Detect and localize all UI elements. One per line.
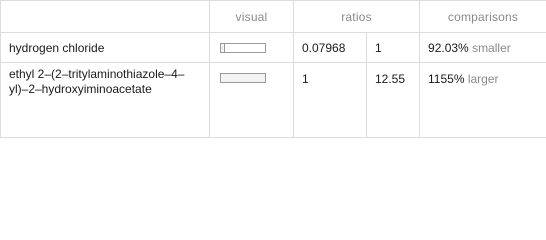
comparison-value: 1155% xyxy=(428,72,465,86)
row-name: ethyl 2–(2–tritylaminothiazole–4–yl)–2–hydroxyiminoacetate xyxy=(1,63,210,138)
ratio-bar-fill xyxy=(221,74,265,82)
table-row xyxy=(1,33,546,63)
ratio-value-a: 0.07968 xyxy=(294,33,367,63)
table-row xyxy=(1,63,546,138)
comparison-value: 92.03% xyxy=(428,40,469,55)
ratio-bar xyxy=(220,43,266,53)
visual-cell xyxy=(210,33,294,63)
comparison-cell xyxy=(420,33,546,63)
ratio-value-b: 1 xyxy=(367,33,420,63)
ratio-value-a: 1 xyxy=(294,63,367,138)
header-comparisons: comparisons xyxy=(420,1,546,33)
row-name: hydrogen chloride xyxy=(1,33,210,63)
ratio-bar xyxy=(220,73,266,83)
header-row xyxy=(1,1,546,33)
ratio-bar-fill xyxy=(221,44,225,52)
comparison-cell xyxy=(420,63,546,138)
ratio-value-b: 12.55 xyxy=(367,63,420,138)
header-visual: visual xyxy=(210,1,294,33)
comparison-word: larger xyxy=(467,72,499,86)
comparison-word: smaller xyxy=(472,40,511,55)
header-blank xyxy=(1,1,210,33)
visual-cell xyxy=(210,63,294,138)
header-ratios: ratios xyxy=(294,1,420,33)
